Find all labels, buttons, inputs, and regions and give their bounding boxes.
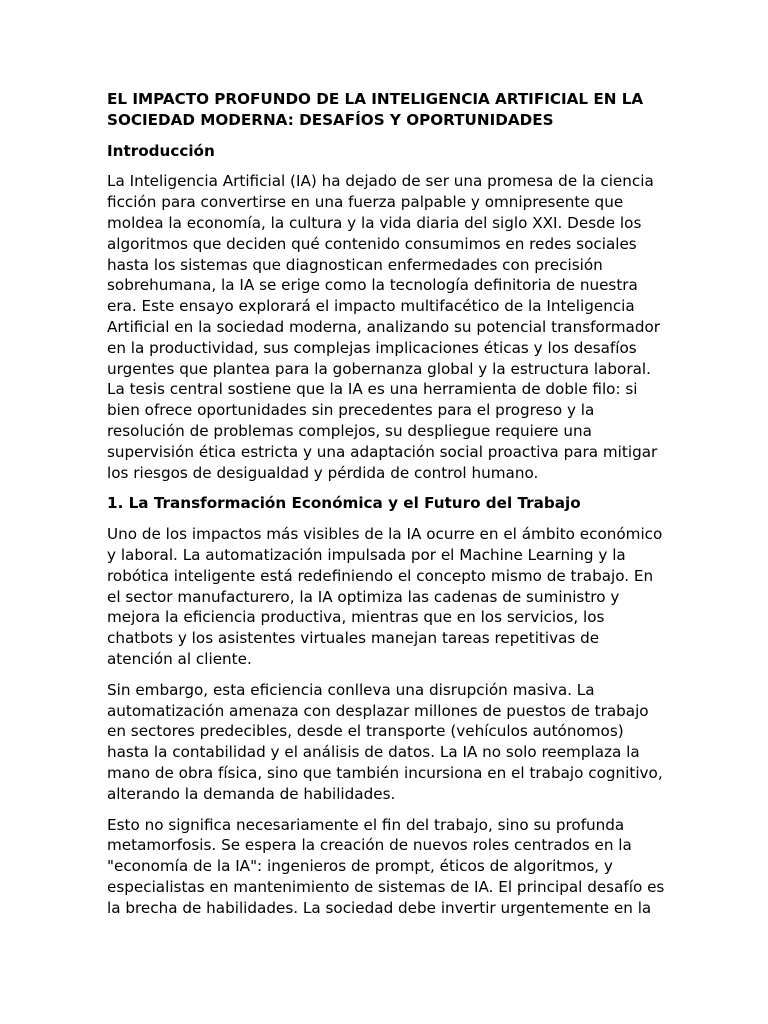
section1-paragraph-1: Uno de los impactos más visibles de la IA ocurre en el ámbito económico y laboral. La automatización impulsada por el Machine Learning y la robótica inteligente está redefiniendo el concepto mismo de trabajo. En el sector manufacturero, la IA optimiza las cadenas de suministro y mejora la eficiencia productiva, mientras que en los servicios, los chatbots y los asistentes virtuales manejan tareas repetitivas de atención al cliente.: [107, 525, 663, 668]
intro-heading: Introducción: [107, 141, 215, 160]
document-page: [107, 89, 667, 928]
intro-paragraph: La Inteligencia Artificial (IA) ha dejado de ser una promesa de la ciencia ficción para convertirse en una fuerza palpable y omnipresente que moldea la economía, la cultura y la vida diaria del siglo XXI. Desde los algoritmos que deciden qué contenido consumimos en redes sociales hasta los sistemas que diagnostican enfermedades con precisión sobrehumana, la IA se erige como la tecnología definitoria de nuestra era. Este ensayo explorará el impacto multifacético de la Inteligencia Artificial en la sociedad moderna, analizando su potencial transformador en la productividad, sus complejas implicaciones éticas y los desafíos urgentes que plantea para la gobernanza global y la estructura laboral. La tesis central sostiene que la IA es una herramienta de doble filo: si bien ofrece oportunidades sin precedentes para el progreso y la resolución de problemas complejos, su despliegue requiere una supervisión ética estricta y una adaptación social proactiva para mitigar los riesgos de desigualdad y pérdida de control humano.: [107, 172, 661, 482]
section1-paragraph-3: Esto no significa necesariamente el fin del trabajo, sino su profunda metamorfosis. Se espera la creación de nuevos roles centrados en la "economía de la IA": ingenieros de prompt, éticos de algoritmos, y especialistas en mantenimiento de sistemas de IA. El principal desafío es la brecha de habilidades. La sociedad debe invertir urgentemente en la: [107, 815, 665, 917]
section1-heading: 1. La Transformación Económica y el Futuro del Trabajo: [107, 494, 581, 513]
document-title: EL IMPACTO PROFUNDO DE LA INTELIGENCIA ARTIFICIAL EN LA SOCIEDAD MODERNA: DESAFÍOS Y OPORTUNIDADES: [107, 90, 644, 129]
section1-paragraph-2: Sin embargo, esta eficiencia conlleva una disrupción masiva. La automatización amenaza con desplazar millones de puestos de trabajo en sectores predecibles, desde el transporte (vehículos autónomos) hasta la contabilidad y el análisis de datos. La IA no solo reemplaza la mano de obra física, sino que también incursiona en el trabajo cognitivo, alterando la demanda de habilidades.: [107, 680, 663, 803]
